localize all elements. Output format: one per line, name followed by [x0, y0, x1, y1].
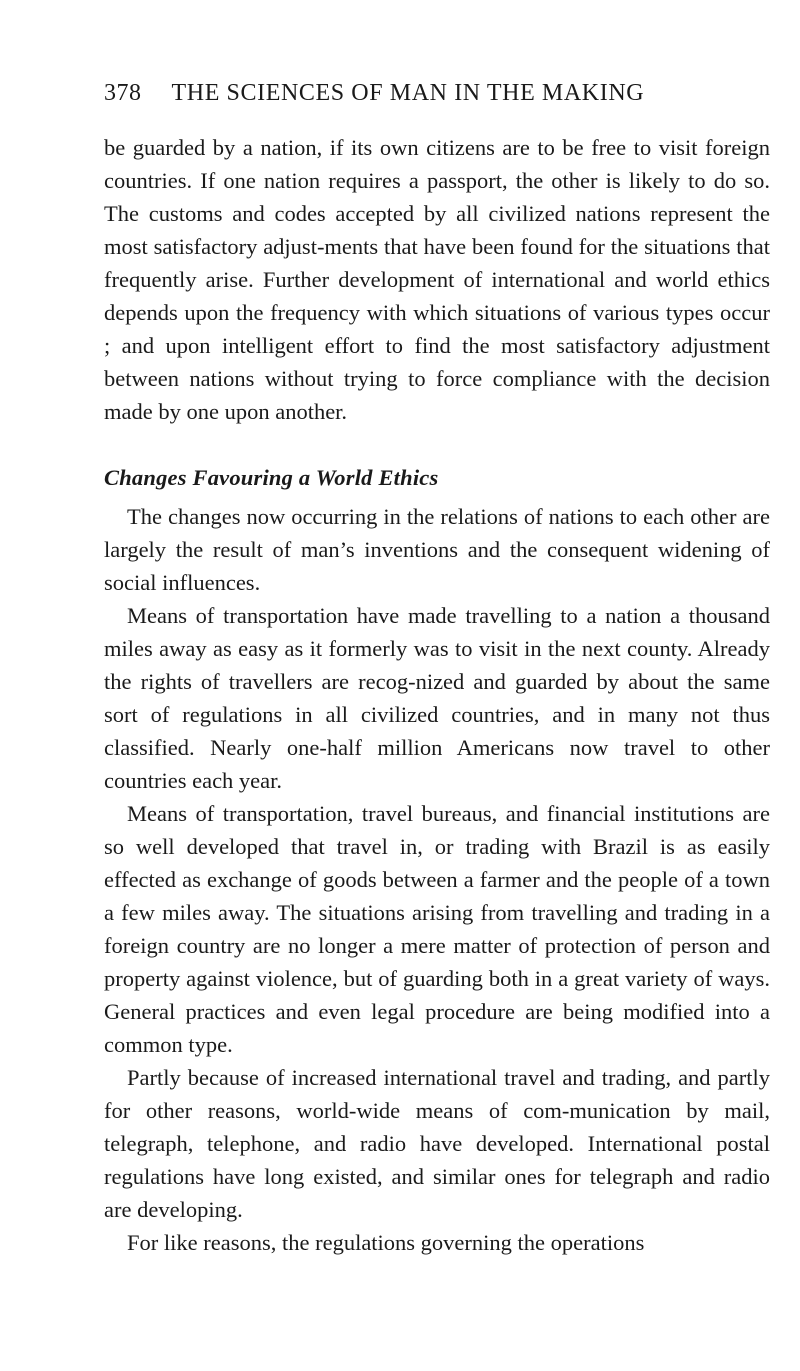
paragraph: For like reasons, the regulations governing the operations [127, 1230, 645, 1255]
section-heading: Changes Favouring a World Ethics [104, 465, 439, 490]
page-number: 378 [104, 80, 142, 106]
paragraph: Partly because of increased international travel and trading, and partly for other reasons, world-wide means of com-munication by mail, telegraph, telephone, and radio have developed. International postal regulations have long existed, and similar ones for telegraph and radio are developing. [104, 1065, 770, 1222]
book-page [104, 80, 770, 1259]
paragraph: Means of transportation have made travelling to a nation a thousand miles away as easy as it formerly was to visit in the next county. Already the rights of travellers are recog-nized and guarded by about the same sort of regulations in all civilized countries, and in many not thus classified. Nearly one-half million Americans now travel to other countries each year. [104, 603, 770, 793]
paragraph: Means of transportation, travel bureaus, and financial institutions are so well developed that travel in, or trading with Brazil is as easily effected as exchange of goods between a farmer and the people of a town a few miles away. The situations arising from travelling and trading in a foreign country are no longer a mere matter of protection of person and property against violence, but of guarding both in a great variety of ways. General practices and even legal procedure are being modified into a common type. [104, 801, 770, 1057]
running-title: THE SCIENCES OF MAN IN THE MAKING [171, 80, 645, 106]
paragraph: The changes now occurring in the relations of nations to each other are largely the result of man’s inventions and the consequent widening of social influences. [104, 504, 770, 595]
running-header [104, 80, 770, 120]
paragraph-continued: be guarded by a nation, if its own citizens are to be free to visit foreign countries. If one nation requires a passport, the other is likely to do so. The customs and codes accepted by all civilized nations represent the most satisfactory adjust-ments that have been found for the situations that frequently arise. Further development of international and world ethics depends upon the frequency with which situations of various types occur ; and upon intelligent effort to find the most satisfactory adjustment between nations without trying to force compliance with the decision made by one upon another. [104, 135, 770, 424]
